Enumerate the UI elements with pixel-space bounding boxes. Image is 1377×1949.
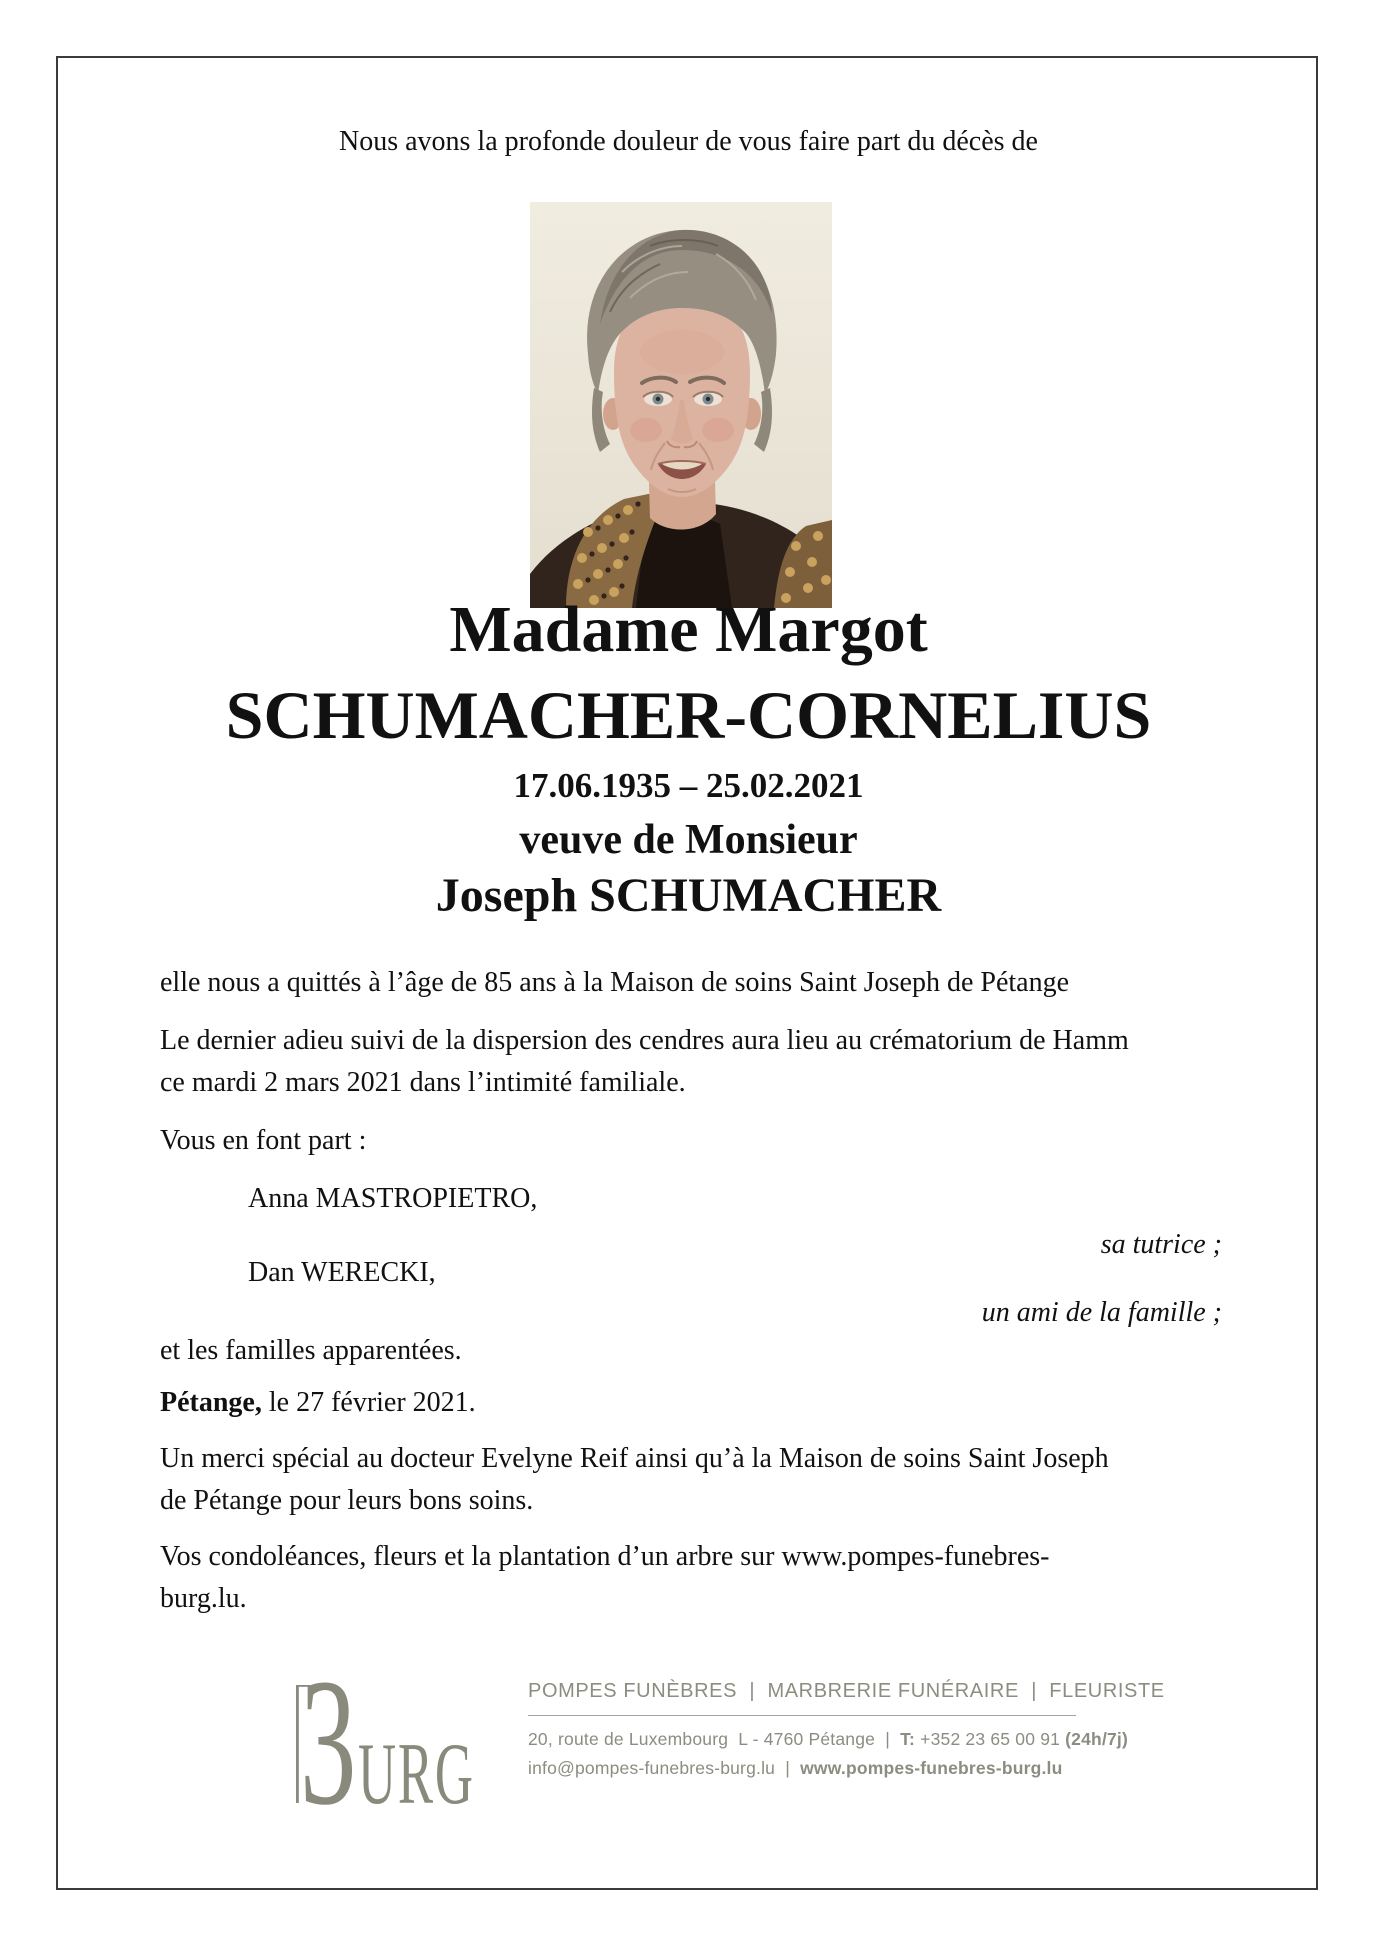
logo-mark: 3 xyxy=(300,1678,357,1808)
farewell-line-1: Le dernier adieu suivi de la dispersion des cendres aura lieu au crématorium de Hamm xyxy=(160,1025,1129,1056)
address-text: 20, route de Luxembourg L - 4760 Pétange | xyxy=(528,1729,901,1749)
services-line: POMPES FUNÈBRES | MARBRERIE FUNÉRAIRE | FLEURISTE xyxy=(528,1680,1165,1702)
contact-separator: | xyxy=(775,1758,801,1778)
farewell-line-2: ce mardi 2 mars 2021 dans l’intimité familiale. xyxy=(160,1067,686,1098)
place-date-line xyxy=(160,1382,1222,1424)
mourner-name: Dan WERECKI, xyxy=(248,1257,436,1288)
website-text: www.pompes-funebres-burg.lu xyxy=(800,1758,1063,1778)
logo-letters: URG xyxy=(358,1724,475,1808)
contact-line xyxy=(528,1758,1078,1779)
address-line xyxy=(528,1729,1129,1750)
place-name: Pétange, xyxy=(160,1387,262,1418)
widow-prefix: veuve de Monsieur xyxy=(519,817,858,863)
mourner-relation: un ami de la famille ; xyxy=(981,1297,1222,1328)
phone-label: T: xyxy=(900,1729,916,1749)
mourner-relation: sa tutrice ; xyxy=(1100,1229,1222,1260)
condolences-line-2: burg.lu. xyxy=(160,1583,247,1614)
announced-by-label: Vous en font part : xyxy=(160,1125,367,1156)
deceased-name-line1: Madame Margot xyxy=(449,593,928,666)
portrait-illustration xyxy=(530,202,832,608)
families-text: et les familles apparentées. xyxy=(160,1335,462,1366)
footer-divider xyxy=(528,1715,1076,1716)
burg-logo xyxy=(292,1678,482,1808)
passing-text: elle nous a quittés à l’âge de 85 ans à la Maison de soins Saint Joseph de Pétange xyxy=(160,967,1070,998)
life-dates: 17.06.1935 – 25.02.2021 xyxy=(513,766,864,805)
deceased-name-line2: SCHUMACHER-CORNELIUS xyxy=(225,677,1152,753)
burg-logo-graphic xyxy=(292,1678,482,1808)
funeral-home-info xyxy=(528,1680,1165,1779)
intro-line: Nous avons la profonde douleur de vous faire part du décès de xyxy=(338,126,1038,157)
thanks-line-2: de Pétange pour leurs bons soins. xyxy=(160,1485,534,1516)
portrait-photo xyxy=(530,202,832,608)
email-text: info@pompes-funebres-burg.lu xyxy=(528,1758,776,1778)
logo-stem xyxy=(296,1685,299,1803)
phone-number: +352 23 65 00 91 xyxy=(915,1729,1066,1749)
mourner-name: Anna MASTROPIETRO, xyxy=(248,1183,538,1214)
signature-date: le 27 février 2021. xyxy=(261,1387,476,1418)
spouse-name: Joseph SCHUMACHER xyxy=(435,869,942,922)
phone-hours: (24h/7j) xyxy=(1065,1729,1129,1749)
thanks-line-1: Un merci spécial au docteur Evelyne Reif ainsi qu’à la Maison de soins Saint Joseph xyxy=(160,1443,1109,1474)
condolences-line-1: Vos condoléances, fleurs et la plantation d’un arbre sur www.pompes-funebres- xyxy=(160,1541,1050,1572)
